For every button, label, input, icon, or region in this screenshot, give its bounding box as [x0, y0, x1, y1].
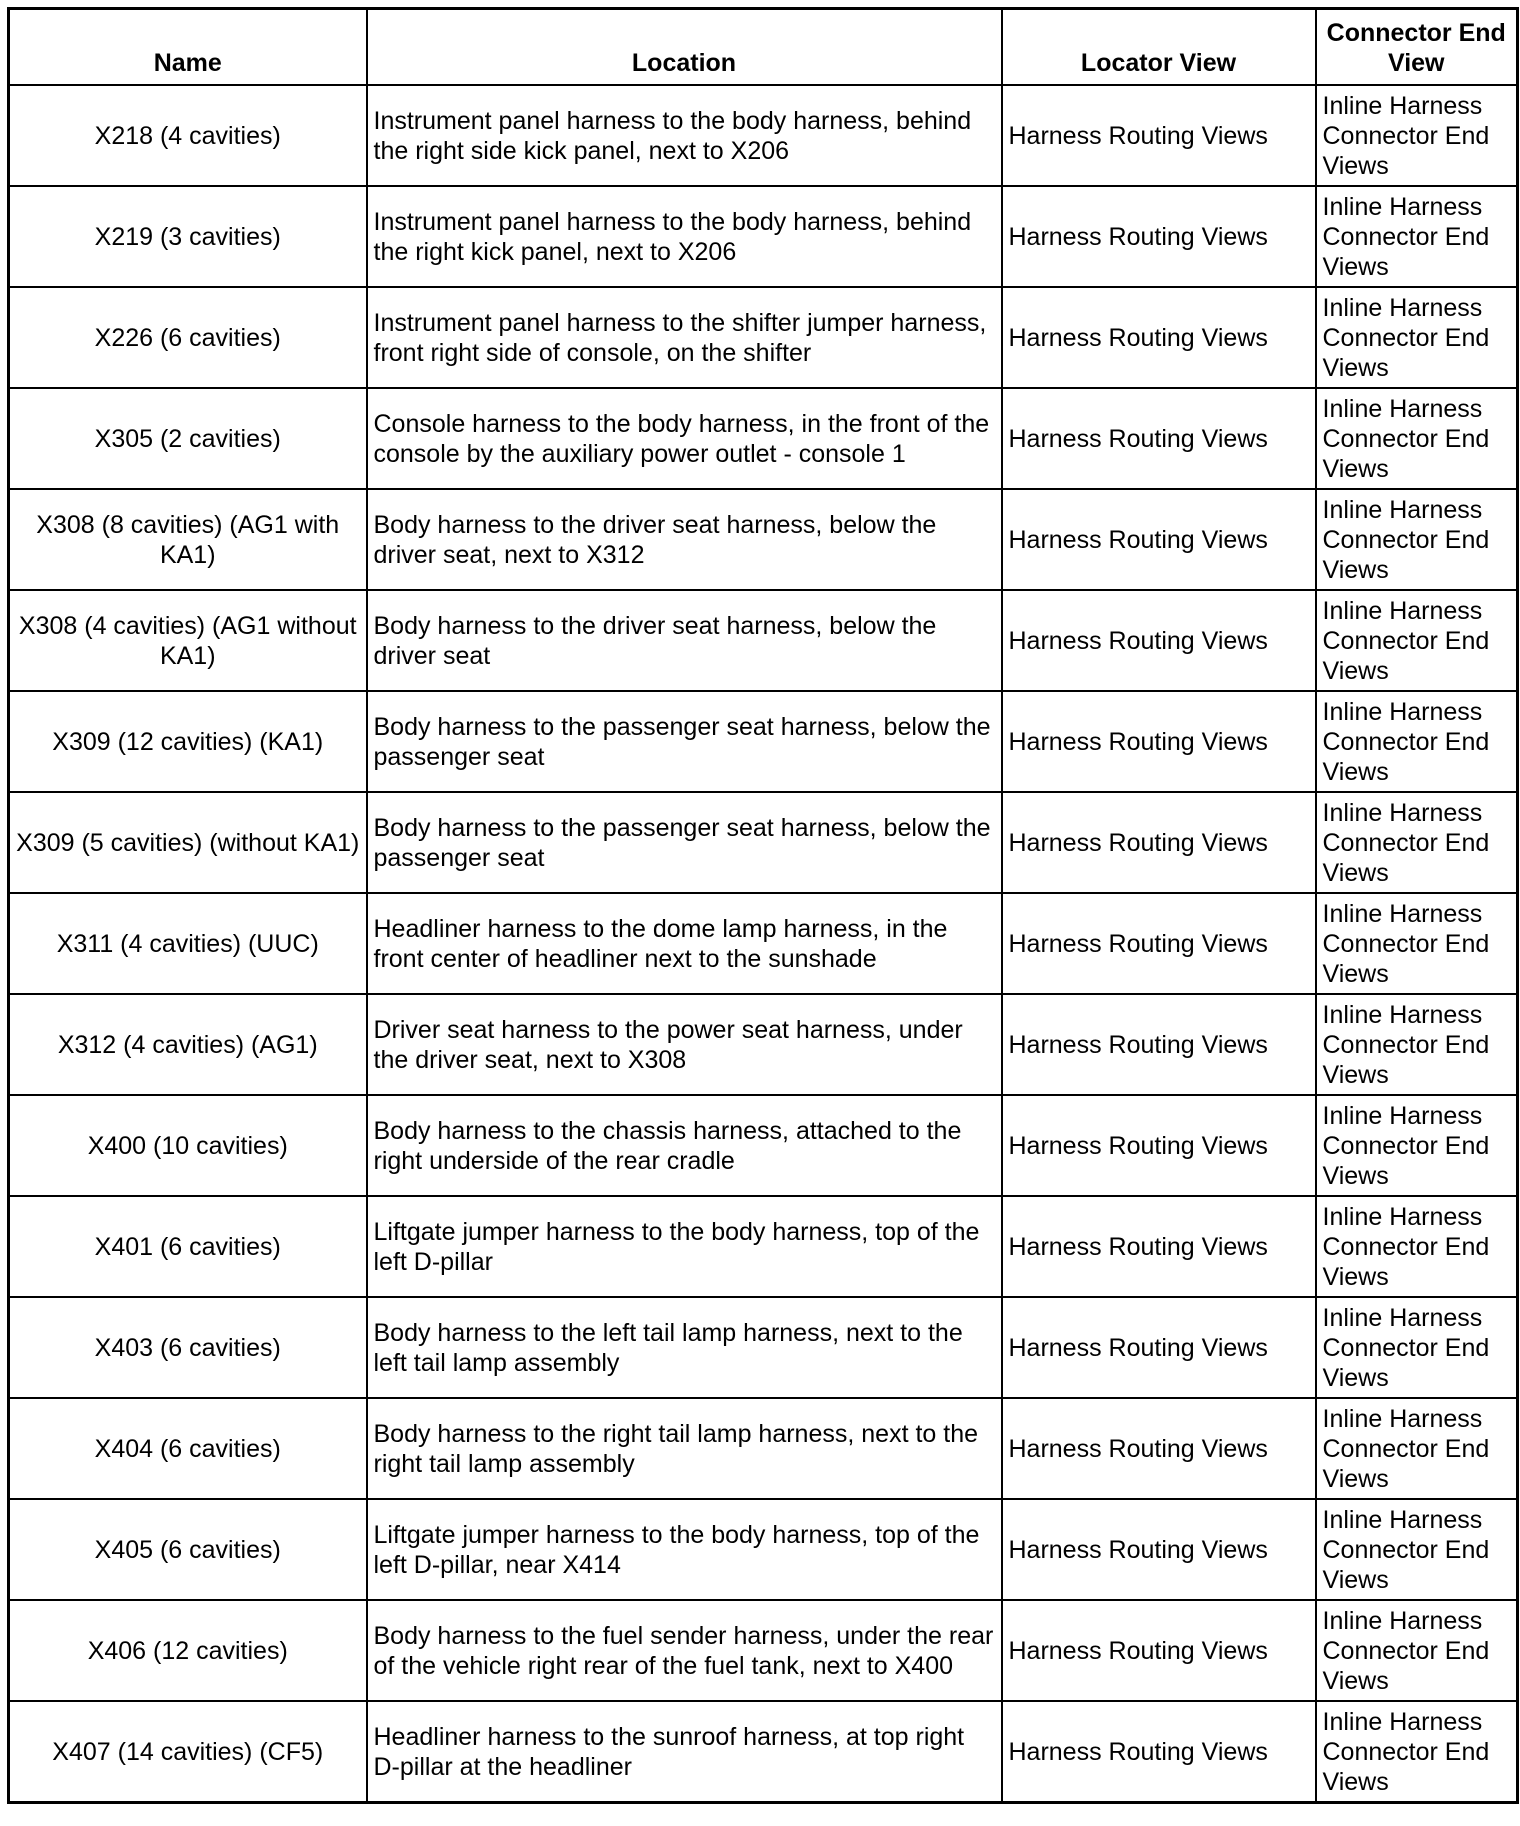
connector-name: X405 (6 cavities) [9, 1499, 367, 1600]
table-row [9, 691, 1518, 792]
table-row [9, 287, 1518, 388]
connector-name: X400 (10 cavities) [9, 1095, 367, 1196]
connector-end-view-link[interactable]: Inline Harness Connector End Views [1316, 590, 1518, 691]
locator-view-link[interactable]: Harness Routing Views [1002, 1701, 1316, 1803]
connector-location: Body harness to the chassis harness, attached to the right underside of the rear cradle [367, 1095, 1002, 1196]
connector-location: Body harness to the driver seat harness, below the driver seat [367, 590, 1002, 691]
connector-location: Body harness to the driver seat harness, below the driver seat, next to X312 [367, 489, 1002, 590]
locator-view-link[interactable]: Harness Routing Views [1002, 1297, 1316, 1398]
connector-location: Console harness to the body harness, in the front of the console by the auxiliary power outlet - console 1 [367, 388, 1002, 489]
connector-name: X404 (6 cavities) [9, 1398, 367, 1499]
connector-name: X218 (4 cavities) [9, 85, 367, 186]
locator-view-link[interactable]: Harness Routing Views [1002, 893, 1316, 994]
connector-location: Headliner harness to the sunroof harness, at top right D-pillar at the headliner [367, 1701, 1002, 1803]
connector-location: Driver seat harness to the power seat harness, under the driver seat, next to X308 [367, 994, 1002, 1095]
table-row [9, 1398, 1518, 1499]
connector-name: X309 (5 cavities) (without KA1) [9, 792, 367, 893]
connector-name: X219 (3 cavities) [9, 186, 367, 287]
locator-view-link[interactable]: Harness Routing Views [1002, 1196, 1316, 1297]
table-row [9, 1499, 1518, 1600]
connector-location: Body harness to the fuel sender harness, under the rear of the vehicle right rear of the fuel tank, next to X400 [367, 1600, 1002, 1701]
connector-end-view-link[interactable]: Inline Harness Connector End Views [1316, 893, 1518, 994]
connector-location: Instrument panel harness to the body harness, behind the right kick panel, next to X206 [367, 186, 1002, 287]
connector-location: Body harness to the passenger seat harness, below the passenger seat [367, 691, 1002, 792]
connector-location: Instrument panel harness to the shifter jumper harness, front right side of console, on the shifter [367, 287, 1002, 388]
connector-location: Liftgate jumper harness to the body harness, top of the left D-pillar, near X414 [367, 1499, 1002, 1600]
header-row [9, 9, 1518, 86]
table-row [9, 1196, 1518, 1297]
connector-table [7, 7, 1519, 1804]
locator-view-link[interactable]: Harness Routing Views [1002, 388, 1316, 489]
locator-view-link[interactable]: Harness Routing Views [1002, 590, 1316, 691]
connector-name: X401 (6 cavities) [9, 1196, 367, 1297]
connector-location: Instrument panel harness to the body harness, behind the right side kick panel, next to X206 [367, 85, 1002, 186]
connector-name: X403 (6 cavities) [9, 1297, 367, 1398]
connector-name: X309 (12 cavities) (KA1) [9, 691, 367, 792]
header-connector-end-view: Connector End View [1316, 9, 1518, 86]
connector-location: Liftgate jumper harness to the body harness, top of the left D-pillar [367, 1196, 1002, 1297]
connector-location: Body harness to the right tail lamp harness, next to the right tail lamp assembly [367, 1398, 1002, 1499]
connector-name: X305 (2 cavities) [9, 388, 367, 489]
connector-end-view-link[interactable]: Inline Harness Connector End Views [1316, 489, 1518, 590]
connector-end-view-link[interactable]: Inline Harness Connector End Views [1316, 287, 1518, 388]
locator-view-link[interactable]: Harness Routing Views [1002, 186, 1316, 287]
locator-view-link[interactable]: Harness Routing Views [1002, 1398, 1316, 1499]
table-row [9, 489, 1518, 590]
locator-view-link[interactable]: Harness Routing Views [1002, 691, 1316, 792]
connector-end-view-link[interactable]: Inline Harness Connector End Views [1316, 1398, 1518, 1499]
connector-location: Body harness to the left tail lamp harness, next to the left tail lamp assembly [367, 1297, 1002, 1398]
table-row [9, 388, 1518, 489]
connector-name: X226 (6 cavities) [9, 287, 367, 388]
table-row [9, 186, 1518, 287]
table-header [9, 9, 1518, 86]
locator-view-link[interactable]: Harness Routing Views [1002, 1095, 1316, 1196]
locator-view-link[interactable]: Harness Routing Views [1002, 489, 1316, 590]
connector-name: X311 (4 cavities) (UUC) [9, 893, 367, 994]
connector-name: X308 (4 cavities) (AG1 without KA1) [9, 590, 367, 691]
connector-name: X312 (4 cavities) (AG1) [9, 994, 367, 1095]
connector-name: X308 (8 cavities) (AG1 with KA1) [9, 489, 367, 590]
table-row [9, 1297, 1518, 1398]
connector-end-view-link[interactable]: Inline Harness Connector End Views [1316, 1196, 1518, 1297]
table-row [9, 994, 1518, 1095]
connector-end-view-link[interactable]: Inline Harness Connector End Views [1316, 1095, 1518, 1196]
locator-view-link[interactable]: Harness Routing Views [1002, 994, 1316, 1095]
connector-end-view-link[interactable]: Inline Harness Connector End Views [1316, 1297, 1518, 1398]
header-locator-view: Locator View [1002, 9, 1316, 86]
connector-end-view-link[interactable]: Inline Harness Connector End Views [1316, 792, 1518, 893]
connector-end-view-link[interactable]: Inline Harness Connector End Views [1316, 1499, 1518, 1600]
table-row [9, 590, 1518, 691]
locator-view-link[interactable]: Harness Routing Views [1002, 1499, 1316, 1600]
table-row [9, 1600, 1518, 1701]
connector-end-view-link[interactable]: Inline Harness Connector End Views [1316, 1600, 1518, 1701]
connector-location: Headliner harness to the dome lamp harness, in the front center of headliner next to the sunshade [367, 893, 1002, 994]
connector-end-view-link[interactable]: Inline Harness Connector End Views [1316, 388, 1518, 489]
connector-end-view-link[interactable]: Inline Harness Connector End Views [1316, 691, 1518, 792]
locator-view-link[interactable]: Harness Routing Views [1002, 1600, 1316, 1701]
table-row [9, 893, 1518, 994]
locator-view-link[interactable]: Harness Routing Views [1002, 85, 1316, 186]
table-row [9, 792, 1518, 893]
connector-end-view-link[interactable]: Inline Harness Connector End Views [1316, 186, 1518, 287]
connector-name: X407 (14 cavities) (CF5) [9, 1701, 367, 1803]
connector-location: Body harness to the passenger seat harness, below the passenger seat [367, 792, 1002, 893]
table-row [9, 85, 1518, 186]
connector-end-view-link[interactable]: Inline Harness Connector End Views [1316, 994, 1518, 1095]
locator-view-link[interactable]: Harness Routing Views [1002, 792, 1316, 893]
connector-name: X406 (12 cavities) [9, 1600, 367, 1701]
header-name: Name [9, 9, 367, 86]
header-location: Location [367, 9, 1002, 86]
locator-view-link[interactable]: Harness Routing Views [1002, 287, 1316, 388]
table-row [9, 1701, 1518, 1803]
table-body [9, 85, 1518, 1803]
table-row [9, 1095, 1518, 1196]
connector-end-view-link[interactable]: Inline Harness Connector End Views [1316, 1701, 1518, 1803]
connector-end-view-link[interactable]: Inline Harness Connector End Views [1316, 85, 1518, 186]
